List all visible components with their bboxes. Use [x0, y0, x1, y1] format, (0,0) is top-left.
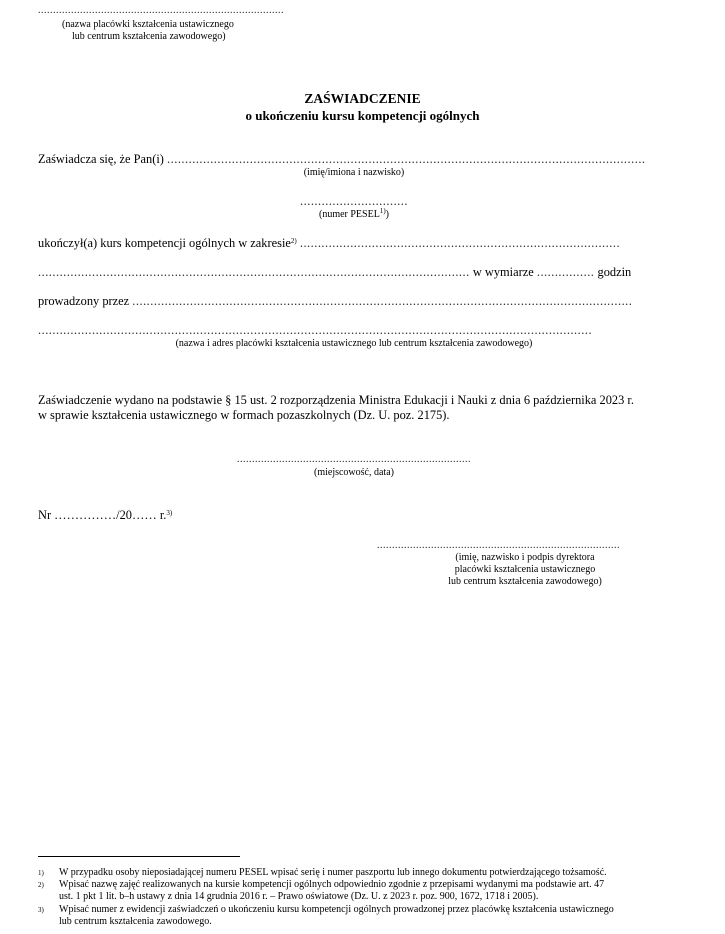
header-line-1: (nazwa placówki kształcenia ustawicznego [62, 19, 234, 30]
provider-row [38, 294, 632, 309]
header-dots: .................................................................................. [38, 5, 284, 16]
scope-hours-unit: godzin [597, 265, 632, 279]
footnote-3-mark: 3) [38, 906, 44, 914]
footnote-2-mark: 2) [38, 881, 44, 889]
pesel-dots: .............................. [300, 194, 408, 208]
footnote-2-line-1: Wpisać nazwę zajęć realizowanych na kursie kompetencji ogólnych odpowiednio zgodnie z przepisami wydanymi ma podstawie art. 47 [59, 879, 605, 890]
name-dots: ..................................................................................................................................... [167, 152, 646, 166]
place-date-dots: .............................................................................. [237, 454, 471, 465]
footnote-1-mark: 1) [38, 869, 44, 877]
signature-line-2: placówki kształcenia ustawicznego [454, 564, 596, 575]
signature-line-1: (imię, nazwisko i podpis dyrektora [455, 552, 595, 563]
scope-hours-dots: ................ [536, 265, 595, 279]
place-date-caption: (miejscowość, data) [314, 467, 394, 478]
footnote-1 [38, 867, 607, 879]
scope-hours-label: w wymiarze [472, 265, 534, 279]
provider-dots: ........................................................................................................................................... [132, 294, 633, 308]
scope-dots: ........................................................................................................................ [38, 265, 470, 279]
name-label: Zaświadcza się, że Pan(i) [38, 152, 164, 166]
signature-line-3: lub centrum kształcenia zawodowego) [448, 576, 602, 587]
provider-label: prowadzony przez [38, 294, 130, 308]
pesel-caption-text: (numer PESEL [318, 209, 380, 220]
provider-caption: (nazwa i adres placówki kształcenia ustawicznego lub centrum kształcenia zawodowego) [175, 338, 533, 349]
pesel-caption [0, 209, 708, 220]
footnote-2-line-2: ust. 1 pkt 1 lit. b–h ustawy z dnia 14 grudnia 2016 r. – Prawo oświatowe (Dz. U. z 2023 r. poz. 900, 1672, 1718 i 2005). [59, 891, 539, 902]
certificate-number-text: Nr ……………/20…… r. [38, 508, 167, 522]
footnote-separator [38, 856, 240, 857]
footnote-1-line-1: W przypadku osoby nieposiadającej numeru PESEL wpisać serię i numer paszportu lub innego dokumentu potwierdzającego tożsamość. [59, 867, 607, 878]
certificate-number [38, 508, 172, 523]
name-caption: (imię/imiona i nazwisko) [303, 167, 405, 178]
course-dots: ......................................................................................... [299, 236, 621, 250]
scope-row [38, 265, 631, 280]
document-title: ZAŚWIADCZENIE [304, 91, 421, 106]
legal-line-1: Zaświadczenie wydano na podstawie § 15 ust. 2 rozporządzenia Ministra Edukacji i Nauki z dnia 6 października 2023 r. [38, 393, 634, 407]
footnote-3 [38, 904, 614, 928]
footnote-2 [38, 879, 604, 903]
header-line-2: lub centrum kształcenia zawodowego) [72, 31, 226, 42]
signature-dots: ................................................................................. [377, 540, 620, 551]
name-row [38, 152, 646, 167]
footnote-3-line-1: Wpisać numer z ewidencji zaświadczeń o ukończeniu kursu kompetencji ogólnych prowadzonej przez placówkę kształcenia ustawicznego [59, 904, 614, 915]
number-footnote-mark: 3) [166, 509, 173, 517]
document-subtitle: o ukończeniu kursu kompetencji ogólnych [245, 108, 480, 123]
footnote-3-line-2: lub centrum kształcenia zawodowego. [59, 916, 212, 927]
course-footnote-mark: 2) [290, 237, 297, 245]
legal-line-2: w sprawie kształcenia ustawicznego w formach pozaszkolnych (Dz. U. poz. 2175). [38, 408, 450, 422]
pesel-caption-end: ) [385, 209, 389, 220]
course-row [38, 236, 620, 251]
pesel-footnote-mark: 1) [379, 207, 386, 215]
provider-line-dots: .......................................................................................................................................................... [38, 323, 593, 337]
course-label: ukończył(a) kurs kompetencji ogólnych w zakresie [38, 236, 291, 250]
